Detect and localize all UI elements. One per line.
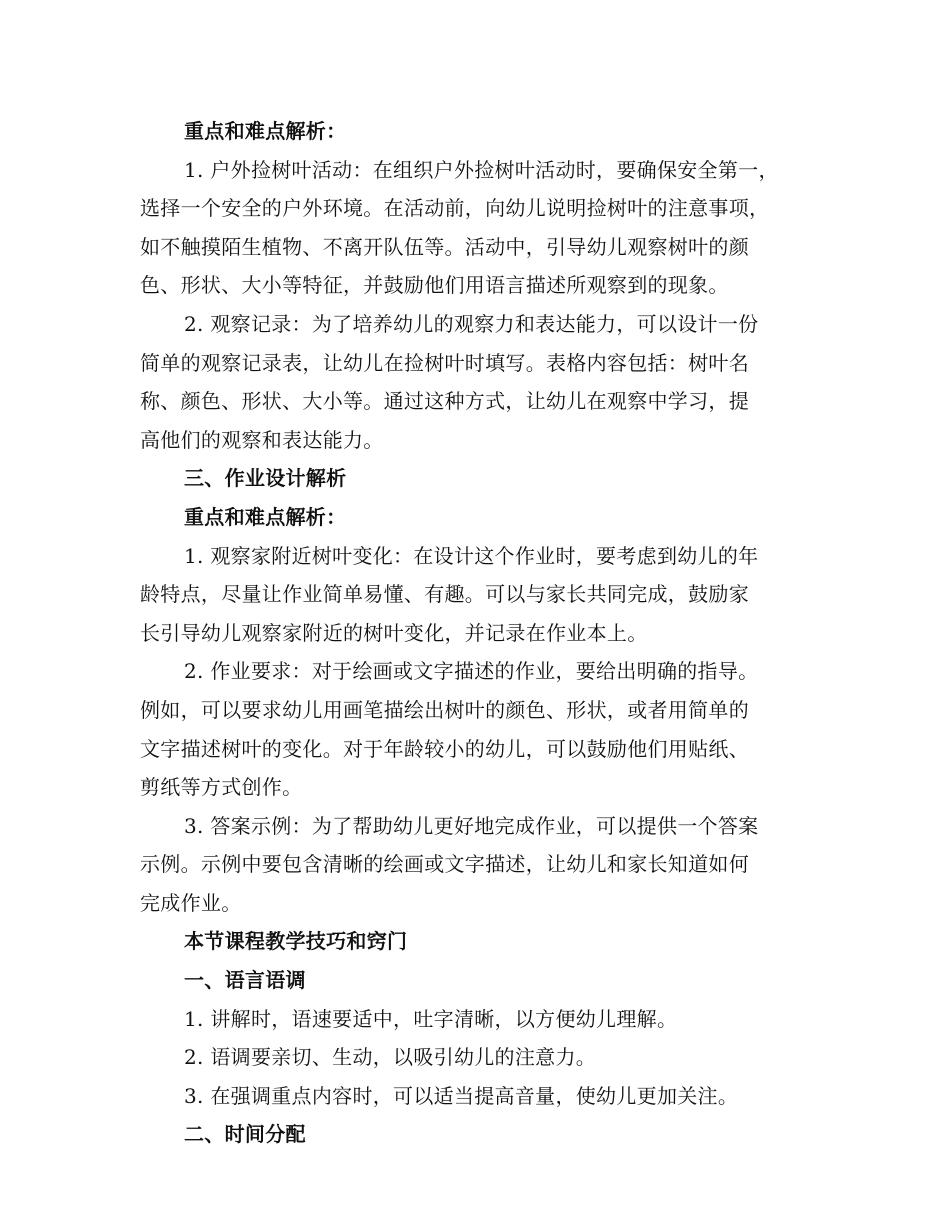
section-heading: 三、作业设计解析 — [184, 466, 347, 491]
section-heading: 一、语言语调 — [184, 968, 306, 993]
paragraph-line: 称、颜色、形状、大小等。通过这种方式，让幼儿在观察中学习，提 — [140, 389, 749, 414]
section-heading: 重点和难点解析： — [184, 504, 347, 529]
section-heading: 重点和难点解析： — [184, 119, 347, 143]
paragraph-line: 剪纸等方式创作。 — [140, 775, 303, 800]
paragraph-line: 3. 在强调重点内容时，可以适当提高音量，使幼儿更加关注。 — [184, 1083, 739, 1108]
paragraph-line: 选择一个安全的户外环境。在活动前，向幼儿说明捡树叶的注意事项， — [140, 196, 770, 221]
paragraph-line: 例如，可以要求幼儿用画笔描绘出树叶的颜色、形状，或者用简单的 — [140, 697, 749, 722]
paragraph-line: 示例。示例中要包含清晰的绘画或文字描述，让幼儿和家长知道如何 — [140, 852, 749, 877]
section-heading: 二、时间分配 — [184, 1122, 306, 1147]
paragraph-line: 文字描述树叶的变化。对于年龄较小的幼儿，可以鼓励他们用贴纸、 — [140, 736, 749, 761]
paragraph-line: 简单的观察记录表，让幼儿在捡树叶时填写。表格内容包括：树叶名 — [140, 350, 749, 375]
paragraph-line: 长引导幼儿观察家附近的树叶变化，并记录在作业本上。 — [140, 620, 648, 645]
document-page — [140, 112, 820, 1154]
paragraph-line: 龄特点，尽量让作业简单易懂、有趣。可以与家长共同完成，鼓励家 — [140, 582, 749, 607]
paragraph-line: 2. 观察记录：为了培养幼儿的观察力和表达能力，可以设计一份 — [184, 311, 759, 336]
paragraph-line: 1. 讲解时，语速要适中，吐字清晰，以方便幼儿理解。 — [184, 1006, 678, 1031]
paragraph-line: 如不触摸陌生植物、不离开队伍等。活动中，引导幼儿观察树叶的颜 — [140, 234, 749, 259]
paragraph-line: 2. 语调要亲切、生动，以吸引幼儿的注意力。 — [184, 1045, 597, 1070]
paragraph-line: 3. 答案示例：为了帮助幼儿更好地完成作业，可以提供一个答案 — [184, 813, 759, 838]
paragraph-line: 完成作业。 — [140, 890, 242, 915]
paragraph-line: 色、形状、大小等特征，并鼓励他们用语言描述所观察到的现象。 — [140, 273, 729, 298]
paragraph-line: 1. 观察家附近树叶变化：在设计这个作业时，要考虑到幼儿的年 — [184, 543, 759, 568]
paragraph-line: 高他们的观察和表达能力。 — [140, 427, 384, 452]
paragraph-line: 1. 户外捡树叶活动：在组织户外捡树叶活动时，要确保安全第一， — [184, 157, 779, 182]
paragraph-line: 2. 作业要求：对于绘画或文字描述的作业，要给出明确的指导。 — [184, 659, 759, 684]
section-heading: 本节课程教学技巧和窍门 — [184, 929, 408, 954]
